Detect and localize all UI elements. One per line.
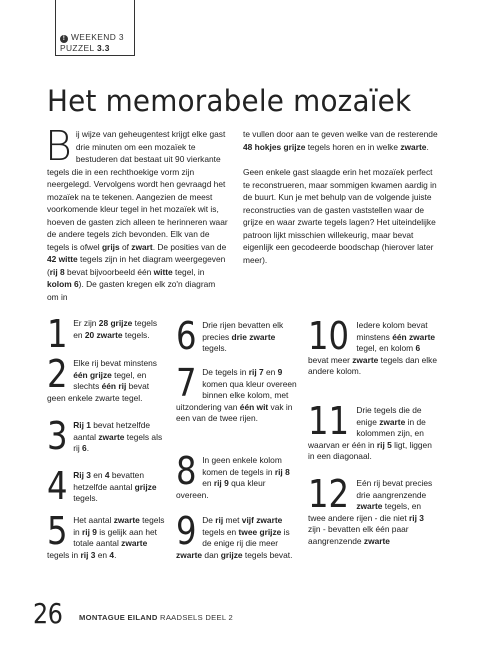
clue-emphasis: rij 9 [213, 478, 229, 489]
clue-9 [176, 509, 300, 561]
running-footer [79, 613, 233, 622]
clue-text: qua kleur overeen. [176, 478, 266, 500]
clue-emphasis: zwarte [121, 538, 148, 549]
intro-paragraph-2: Geen enkele gast slaagde erin het mozaïek perfect te reconstrueren, maar sommigen kwamen aardig in de buurt. Kun je met behulp van de volgende juiste reconstructies van de gasten vaststellen waar de grijze en waar zwarte tegels lagen? Het uiteindelijke patroon lijkt misschien willekeurig, maar bevat eigenlijk een gecodeerde boodschap (hierover later meer). [243, 167, 437, 265]
clue-emphasis: zwarte [98, 431, 125, 442]
intro-column-right [243, 128, 439, 266]
clue-text: is de enige rij die meer [202, 526, 290, 549]
clue-emphasis: rij 7 [248, 367, 264, 377]
clue-text: tegels in [47, 549, 81, 560]
intro-emphasis: grijs [101, 241, 120, 252]
intro-text: . De posities van de [152, 241, 227, 252]
clue-emphasis: 28 grijze [98, 318, 133, 328]
clue-emphasis: één rij [101, 381, 127, 392]
clue-12 [308, 472, 438, 548]
clue-2 [47, 352, 169, 404]
clue-10 [308, 314, 438, 378]
intro-text: tegels horen en in welke [305, 141, 401, 152]
intro-emphasis: kolom 6 [47, 279, 79, 289]
clue-number: 4 [47, 464, 67, 508]
clue-text: tegels dan elke andere kolom. [308, 354, 437, 377]
intro-paragraph-1-continued [243, 128, 439, 153]
clue-text: tegels en [202, 526, 239, 537]
clue-text: . [114, 549, 117, 560]
clue-text: bevat hetzelfde aantal [73, 420, 151, 442]
clue-text: tegels bevat. [242, 549, 293, 560]
clue-emphasis: drie zwarte [231, 331, 276, 342]
intro-text: tegel, in [172, 266, 205, 277]
intro-emphasis: rij 8 [49, 266, 65, 277]
intro-column-left [45, 122, 229, 303]
clue-text: bevat meer [308, 354, 353, 365]
clue-8 [176, 449, 296, 501]
clue-text: De [202, 515, 216, 525]
page-number: 26 [33, 597, 63, 630]
clue-number: 5 [47, 509, 67, 553]
info-icon: ! [60, 35, 68, 43]
clue-number: 7 [176, 361, 196, 405]
intro-emphasis: 42 witte [47, 254, 78, 264]
clue-emphasis: 4 [109, 549, 115, 560]
intro-emphasis: zwarte [400, 141, 427, 152]
clue-text: bevatten hetzelfde aantal [73, 470, 144, 492]
clue-4 [47, 464, 167, 508]
clue-text: en [90, 470, 105, 480]
clue-text: tegel, en slechts [73, 369, 147, 392]
puzzle-label: PUZZEL 3.3 [60, 43, 110, 53]
clue-text: tegels. [73, 493, 98, 504]
clue-number: 3 [47, 414, 67, 458]
clue-emphasis: zwarte [363, 535, 390, 546]
clue-emphasis: Rij 1 [73, 420, 91, 430]
clue-text: In geen enkele kolom komen de tegels in [202, 455, 282, 477]
clue-emphasis: zwarte [356, 501, 383, 512]
clue-text: bevat geen enkele zwarte tegel. [47, 381, 150, 403]
intro-paragraph-1 [45, 122, 229, 303]
clue-emphasis: vijf zwarte [241, 515, 283, 525]
clue-number: 6 [176, 314, 196, 358]
footer-subtitle: RAADSELS DEEL 2 [160, 613, 234, 622]
clue-text: tegels. [202, 343, 227, 354]
clue-emphasis: twee grijze [238, 526, 282, 537]
clue-emphasis: grijze [220, 549, 243, 560]
clue-emphasis: rij 3 [409, 512, 424, 523]
clue-text: tegel, en kolom [356, 343, 416, 354]
clue-emphasis: 6 [82, 443, 87, 454]
clue-emphasis: 6 [415, 343, 421, 354]
intro-text: te vullen door aan te geven welke van de resterende [243, 129, 438, 139]
intro-text: of [119, 241, 132, 252]
clue-emphasis: één wit [239, 401, 269, 412]
clue-11 [308, 399, 438, 463]
intro-emphasis: witte [153, 266, 173, 277]
clue-text: vak in een van de twee rijen. [176, 401, 293, 424]
clue-text: . [86, 443, 90, 454]
intro-text: ). De gasten kregen elk zo'n diagram om in [47, 279, 216, 302]
clue-number: 12 [308, 472, 350, 516]
clue-emphasis: 20 zwarte [84, 329, 123, 340]
clue-text: dan [202, 549, 221, 560]
clue-text: Er zijn [73, 318, 99, 328]
clue-text: Iedere kolom bevat minstens [356, 320, 428, 342]
clue-text: met [223, 515, 242, 525]
clue-number: 11 [308, 399, 350, 443]
intro-text: bevat bijvoorbeeld één [64, 266, 154, 277]
intro-text: ij wijze van geheugentest krijgt elke gast drie minuten om een mozaïek te bestuderen dat bestaat uit 90 vierkante tegels die in een rechthoekige vorm zijn neergelegd. Vervolgens wordt hen gevraagd het mozaïek na te tekenen. Aangezien de meest voorkomende kleur tegel in het mozaïek wit is, hoeven de gasten zich alleen te herinneren waar de andere tegels zich bevonden. Elk van de tegels is ofwel [47, 129, 228, 252]
clue-text: tegels, en twee andere rijen - die niet [308, 501, 422, 523]
clue-emphasis: rij 3 [80, 549, 96, 560]
clue-7 [176, 361, 300, 425]
footer-brand: MONTAGUE EILAND [79, 613, 158, 622]
clue-emphasis: rij 8 [274, 466, 290, 477]
clue-text: komen qua kleur overeen binnen elke kolom, met uitzondering van [176, 378, 297, 412]
drop-cap: B [45, 122, 72, 170]
intro-text: tegels zijn in het diagram weergegeven ( [47, 254, 226, 277]
clue-emphasis: rij 9 [82, 526, 97, 537]
clue-emphasis: 4 [104, 470, 110, 480]
intro-text: . [426, 141, 429, 152]
clue-emphasis: grijze [134, 481, 157, 492]
clue-text: en [95, 549, 110, 560]
clue-number: 9 [176, 509, 196, 553]
clue-text: tegels. [122, 329, 150, 340]
clue-emphasis: zwarte [176, 549, 203, 560]
clue-5 [47, 509, 169, 561]
clue-text: De tegels in [202, 367, 249, 377]
clue-number: 1 [47, 312, 67, 356]
puzzle-number: 3.3 [96, 43, 110, 53]
clue-text: tegels als rij [73, 431, 163, 454]
clue-3 [47, 414, 165, 458]
clue-emphasis: rij 5 [376, 439, 392, 450]
clue-text: en [263, 367, 278, 377]
clue-emphasis: zwarte [113, 515, 140, 525]
clue-text: en [202, 478, 214, 489]
clue-emphasis: zwarte [379, 416, 406, 427]
clue-emphasis: Rij 3 [73, 470, 91, 480]
clue-emphasis: één zwarte [392, 331, 436, 342]
clue-6 [176, 314, 298, 358]
clue-emphasis: zwarte [352, 354, 379, 365]
weekend-label: ! WEEKEND 3 [60, 32, 124, 43]
clue-emphasis: rij [215, 515, 224, 525]
clue-text: tegels en [73, 318, 158, 340]
clue-text: Elke rij bevat minstens [73, 358, 157, 368]
clue-number: 10 [308, 314, 350, 358]
clue-text: zijn - bevatten elk één paar aangrenzende [308, 524, 409, 546]
clue-number: 2 [47, 352, 67, 396]
clue-text: ligt, liggen in een diagonaal. [308, 439, 432, 462]
intro-emphasis: zwart [131, 241, 153, 252]
clue-text: in de kolommen zijn, en waarvan er één in [308, 416, 426, 450]
clue-text: tegels in [73, 515, 165, 537]
page-title: Het memorabele mozaïek [47, 84, 412, 118]
clue-text: is gelijk aan het totale aantal [73, 526, 158, 549]
clue-text: Drie tegels die de enige [356, 405, 422, 427]
clue-number: 8 [176, 449, 196, 493]
clue-text: Eén rij bevat precies drie aangrenzende [356, 478, 433, 500]
clue-1 [47, 312, 167, 356]
clue-text: Drie rijen bevatten elk precies [202, 320, 284, 342]
clue-text: Het aantal [73, 515, 114, 525]
clue-emphasis: één grijze [73, 369, 112, 380]
intro-emphasis: 48 hokjes grijze [243, 141, 306, 152]
clue-emphasis: 9 [277, 367, 283, 377]
